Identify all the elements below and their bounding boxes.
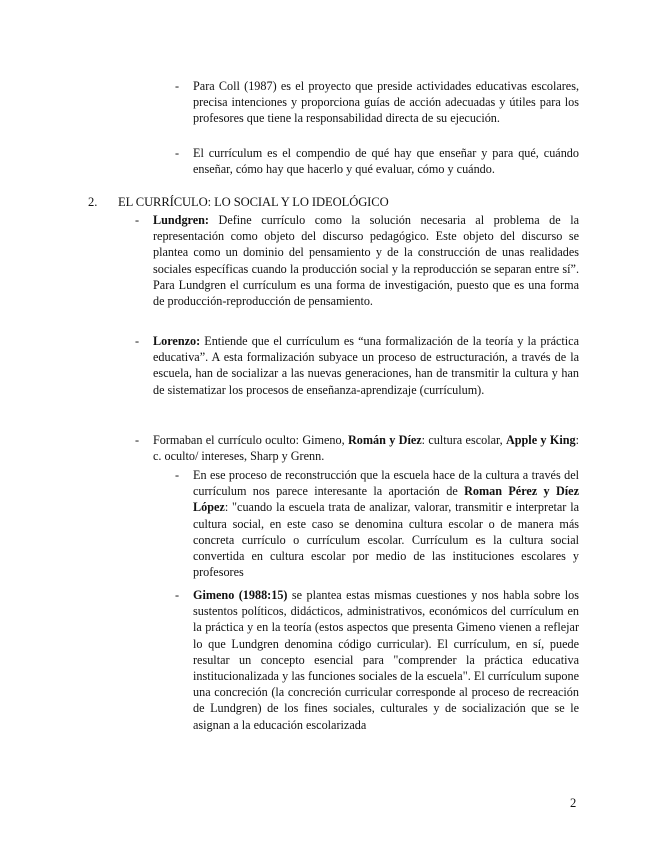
- curriculum-compendium-item: [175, 145, 579, 177]
- coll-definition-item: [175, 78, 579, 127]
- bullet-dash: -: [175, 79, 180, 93]
- item-text: Entiende que el currículum es “una formalización de la teoría y la práctica educativa”. A esta formalización subyace un proceso de estructuración, a través de la escuela, han de socializar a las nuevas generaciones, han de transmitir la cultura y han de sistematizar los procesos de enseñanza-aprendizaje (currículum).: [153, 334, 579, 397]
- item-text: Para Coll (1987) es el proyecto que preside actividades educativas escolares, precisa intenciones y proporciona guías de acción adecuadas y útiles para los profesores que tiene la responsabilidad directa de su ejecución.: [193, 79, 579, 126]
- author-name: Lundgren:: [153, 213, 209, 227]
- bullet-dash: -: [175, 146, 180, 160]
- curriculo-oculto-item: [135, 432, 579, 464]
- item-text: Define currículo como la solución necesaria al problema de la representación como objeto del discurso pedagógico. Este objeto del discurso se plantea como un dominio del pensamiento y de la construcción de unas realidades sociales específicas cuando la producción social y la reproducción se separan entre sí”. Para Lundgren el currículum es una forma de investigación, puesto que es una forma de producción-reproducción de pensamiento.: [153, 213, 579, 309]
- gimeno-item: [175, 587, 579, 733]
- bullet-dash: -: [175, 588, 180, 602]
- roman-perez-item: [175, 467, 579, 580]
- item-text-post: : "cuando la escuela trata de analizar, valorar, transmitir e interpretar la cultura social, en este caso se denomina cultura escolar o de manera más concreta currículo o currículum escolar. Currículum es la cultura social convertida en cultura escolar por medio de las instituciones escolares y profesores: [193, 500, 579, 580]
- author-apple-king: Apple y King: [505, 433, 576, 447]
- author-name: Roman Pérez y Díez López: [193, 484, 579, 515]
- bullet-dash: -: [135, 213, 140, 227]
- oculto-text-3: : c. oculto/ intereses, Sharp y Grenn.: [153, 433, 579, 464]
- section-number: 2.: [88, 195, 98, 209]
- author-name: Gimeno (1988:15): [193, 588, 288, 602]
- author-name: Lorenzo:: [153, 334, 201, 348]
- bullet-dash: -: [175, 468, 180, 482]
- lorenzo-item: [135, 333, 579, 398]
- bullet-dash: -: [135, 334, 140, 348]
- item-text-post: se plantea estas mismas cuestiones y nos habla sobre los sustentos políticos, didácticos, administrativos, económicos del currículum en la práctica y en la teoría (estos aspectos que presenta Gimeno vienen a reflejar lo que Lundgren denomina código curricular). El currículum, en sí, puede resultar un concepto esencial para "comprender la práctica educativa institucionalizada y las funciones sociales de la escuela". El currículum supone una concreción (la concreción curricular corresponde al proceso de recreación de Lundgren) de los fines sociales, culturales y de socialización que se le asignan a la educación escolarizada: [193, 588, 579, 732]
- section-title: EL CURRÍCULO: LO SOCIAL Y LO IDEOLÓGICO: [118, 195, 389, 209]
- item-text: El currículum es el compendio de qué hay que enseñar y para qué, cuándo enseñar, cómo hay que hacerlo y qué evaluar, cómo y cuándo.: [193, 146, 579, 177]
- oculto-text-1: Formaban el currículo oculto: Gimeno,: [153, 433, 348, 447]
- item-text-pre: En ese proceso de reconstrucción que la escuela hace de la cultura a través del currículum nos parece interesante la aportación de: [193, 468, 579, 499]
- lundgren-item: [135, 212, 579, 309]
- author-roman-diez: Román y Díez: [348, 433, 422, 447]
- bullet-dash: -: [135, 433, 140, 447]
- page-number: 2: [570, 796, 577, 810]
- oculto-text-2: : cultura escolar,: [421, 433, 506, 447]
